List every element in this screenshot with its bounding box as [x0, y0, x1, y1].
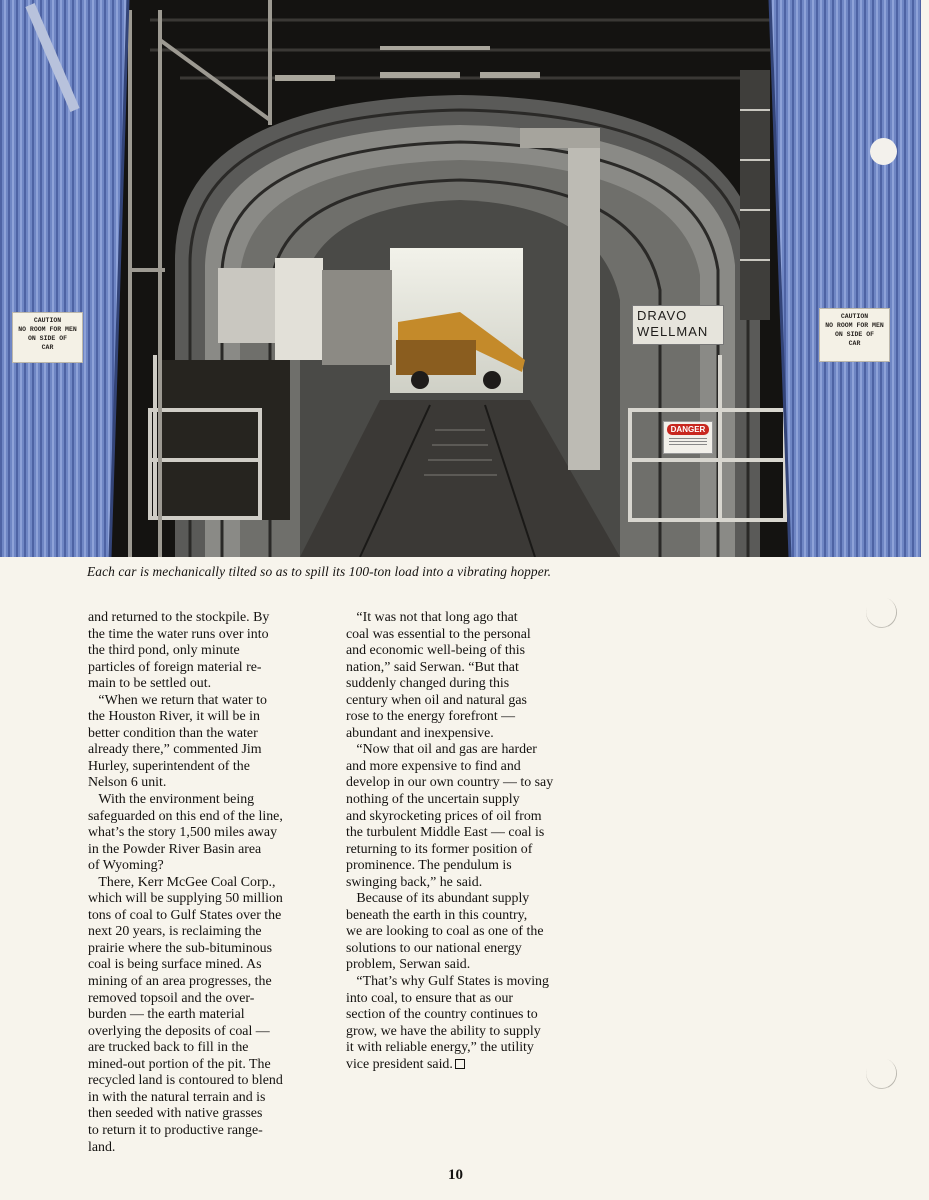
maker-sign-line: WELLMAN — [637, 324, 709, 339]
text-column-2 — [346, 610, 596, 1073]
end-of-article-mark — [455, 1059, 465, 1069]
text-line: beneath the earth in this country, — [346, 907, 528, 923]
text-line-last — [346, 1057, 596, 1074]
text-line: into coal, to ensure that as our — [346, 990, 514, 1006]
punch-hole-shadow — [862, 1054, 902, 1094]
text-line: recycled land is contoured to blend — [88, 1073, 283, 1089]
text-line: “Now that oil and gas are harder — [346, 742, 537, 758]
text-line: next 20 years, is reclaiming the — [88, 924, 262, 940]
page-number: 10 — [448, 1167, 463, 1183]
text-line: mined-out portion of the pit. The — [88, 1056, 271, 1072]
text-line: overlying the deposits of coal — — [88, 1023, 270, 1039]
text-line: returning to its former position of — [346, 841, 533, 857]
text-line-last-text: vice president said. — [346, 1056, 453, 1072]
text-line: grow, we have the ability to supply — [346, 1023, 541, 1039]
text-line: the Houston River, it will be in — [88, 709, 260, 725]
text-line: it with reliable energy,” the utility — [346, 1040, 534, 1056]
text-line: removed topsoil and the over- — [88, 990, 255, 1006]
text-line: of Wyoming? — [88, 858, 164, 874]
hopper-photo — [0, 0, 921, 557]
text-line: nation,” said Serwan. “But that — [346, 659, 519, 675]
text-line: There, Kerr McGee Coal Corp., — [88, 874, 276, 890]
danger-sign-text-lines — [669, 438, 707, 439]
text-line: in the Powder River Basin area — [88, 841, 262, 857]
text-line: and economic well-being of this — [346, 643, 525, 659]
text-line: Because of its abundant supply — [346, 891, 530, 907]
text-column-1 — [88, 610, 338, 1156]
photo-caption: Each car is mechanically tilted so as to spill its 100-ton load into a vibrating hopper. — [87, 564, 552, 579]
text-line: and returned to the stockpile. By — [88, 610, 270, 625]
caution-sign-right-line: ON SIDE OF — [834, 331, 874, 338]
text-line: to return it to productive range- — [88, 1122, 263, 1138]
text-line: land. — [88, 1139, 116, 1155]
text-line: tons of coal to Gulf States over the — [88, 907, 282, 923]
text-line: century when oil and natural gas — [346, 692, 527, 708]
hopper-photo-drawing — [0, 0, 921, 557]
danger-sign — [663, 421, 713, 454]
text-line: prominence. The pendulum is — [346, 858, 512, 874]
text-line: the turbulent Middle East — coal is — [346, 825, 545, 841]
punch-hole — [870, 138, 897, 165]
text-line: the time the water runs over into — [88, 626, 269, 642]
text-line: “When we return that water to — [88, 692, 267, 708]
maker-sign-line: DRAVO — [637, 308, 688, 323]
text-line: With the environment being — [88, 792, 255, 808]
text-line: then seeded with native grasses — [88, 1106, 263, 1122]
text-line: solutions to our national energy — [346, 940, 522, 956]
caution-sign-right — [819, 308, 890, 362]
text-line: which will be supplying 50 million — [88, 891, 283, 907]
dravo-wellman-sign — [632, 305, 724, 345]
text-line: swinging back,” he said. — [346, 874, 483, 890]
text-line: “It was not that long ago that — [346, 610, 518, 625]
text-line: the third pond, only minute — [88, 643, 240, 659]
text-line: rose to the energy forefront — — [346, 709, 516, 725]
text-line: problem, Serwan said. — [346, 957, 471, 973]
text-line: we are looking to coal as one of the — [346, 924, 544, 940]
caution-sign-left-line: ON SIDE OF — [27, 335, 67, 342]
text-line: section of the country continues to — [346, 1007, 538, 1023]
text-line: burden — the earth material — [88, 1007, 245, 1023]
text-line: and skyrocketing prices of oil from — [346, 808, 542, 824]
text-line: what’s the story 1,500 miles away — [88, 825, 278, 841]
caution-sign-left-line: CAR — [41, 344, 54, 351]
text-line: coal was essential to the personal — [346, 626, 531, 642]
text-line: particles of foreign material re- — [88, 659, 262, 675]
text-line: Hurley, superintendent of the — [88, 758, 250, 774]
text-line: abundant and inexpensive. — [346, 725, 494, 741]
text-line: already there,” commented Jim — [88, 742, 262, 758]
text-line: better condition than the water — [88, 725, 258, 741]
text-line: and more expensive to find and — [346, 758, 521, 774]
text-line: mining of an area progresses, the — [88, 974, 272, 990]
caution-sign-right-line: CAR — [848, 340, 861, 347]
text-line: in with the natural terrain and is — [88, 1089, 266, 1105]
caution-sign-left — [12, 312, 83, 363]
text-line: “That’s why Gulf States is moving — [346, 974, 549, 990]
caution-sign-left-line: NO ROOM FOR MEN — [18, 326, 77, 333]
caution-sign-right-line: NO ROOM FOR MEN — [825, 322, 884, 329]
text-line: nothing of the uncertain supply — [346, 792, 520, 808]
text-line: main to be settled out. — [88, 676, 212, 692]
text-line: safeguarded on this end of the line, — [88, 808, 283, 824]
danger-sign-label: DANGER — [667, 424, 709, 435]
text-line: prairie where the sub-bituminous — [88, 940, 273, 956]
text-line: coal is being surface mined. As — [88, 957, 262, 973]
punch-hole-shadow — [862, 593, 902, 633]
text-line: are trucked back to fill in the — [88, 1040, 249, 1056]
text-line: develop in our own country — to say — [346, 775, 554, 791]
caution-sign-left-line: CAUTION — [33, 317, 62, 324]
text-line: suddenly changed during this — [346, 676, 510, 692]
caution-sign-right-line: CAUTION — [840, 313, 869, 320]
text-line: Nelson 6 unit. — [88, 775, 167, 791]
